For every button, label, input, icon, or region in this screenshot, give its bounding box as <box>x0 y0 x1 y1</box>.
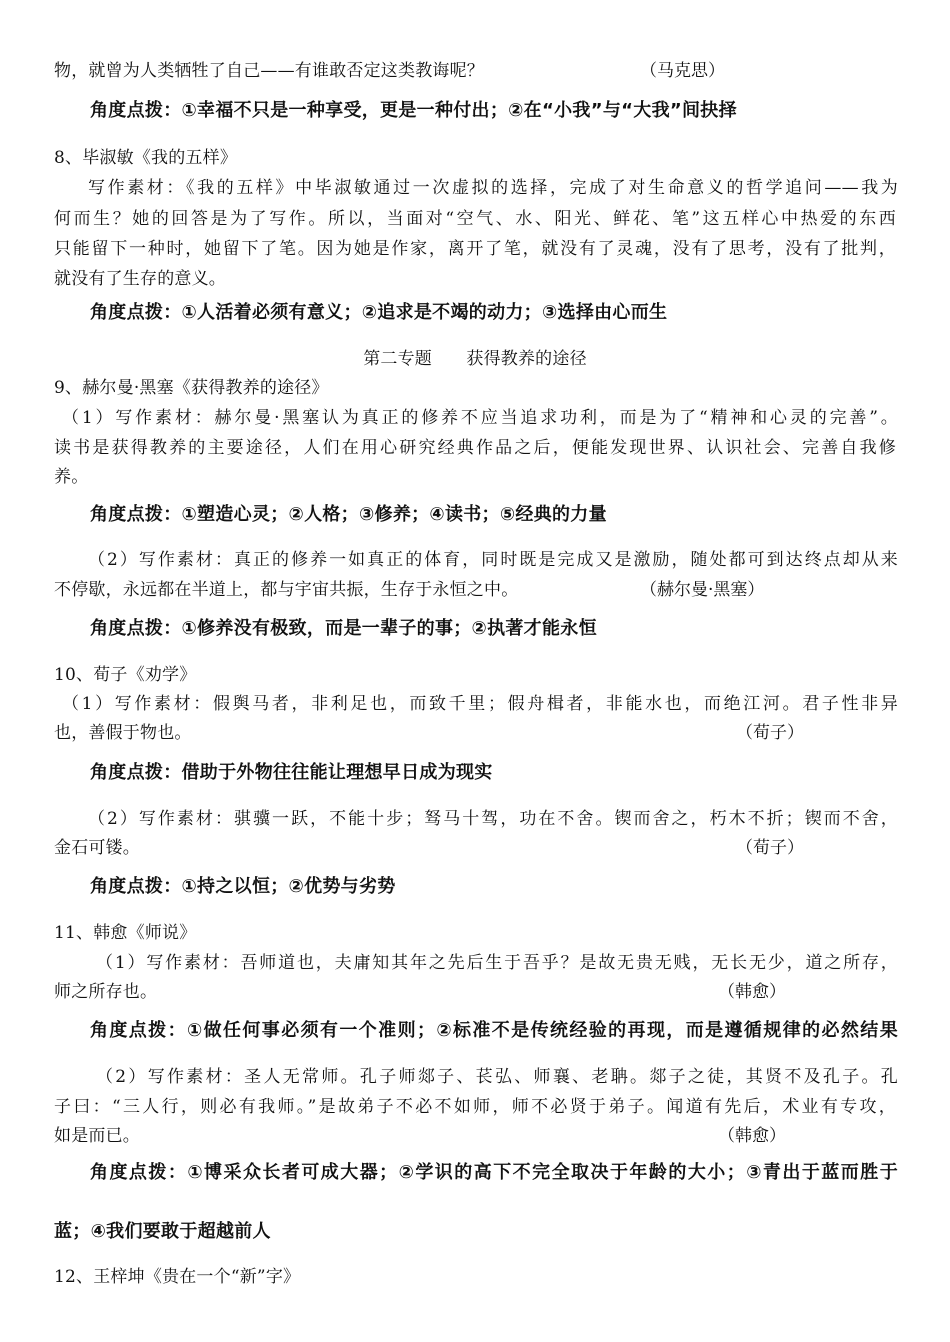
angle-hint: 角度点拨：①塑造心灵；②人格；③修养；④读书；⑤经典的力量 <box>90 504 607 525</box>
source-attribution: （赫尔曼·黑塞） <box>640 580 765 600</box>
body-text-line: 读书是获得教养的主要途径，人们在用心研究经典作品之后，便能发现世界、认识社会、完善自我修 <box>54 438 896 458</box>
body-text-line: （2）写作素材：圣人无常师。孔子师郯子、苌弘、师襄、老聃。郯子之徒，其贤不及孔子。孔 <box>96 1067 898 1087</box>
body-text-line: （1）写作素材：吾师道也，夫庸知其年之先后生于吾乎？是故无贵无贱，无长无少，道之所存， <box>96 953 898 973</box>
item-heading: 12、王梓坤《贵在一个“新”字》 <box>54 1267 301 1287</box>
body-text-line: 何而生？她的回答是为了写作。所以，当面对“空气、水、阳光、鲜花、笔”这五样心中热爱的东西 <box>54 209 896 229</box>
body-text-line: 师之所存也。 <box>54 982 158 1002</box>
source-attribution: （韩愈） <box>718 982 786 1002</box>
item-heading: 11、韩愈《师说》 <box>54 923 197 943</box>
body-text-line: 子曰：“三人行，则必有我师。”是故弟子不必不如师，师不必贤于弟子。闻道有先后，术业有专攻， <box>54 1097 896 1117</box>
angle-hint: 角度点拨：①人活着必须有意义；②追求是不竭的动力；③选择由心而生 <box>90 302 668 323</box>
body-text-line: 也，善假于物也。 <box>54 723 192 743</box>
source-attribution: （荀子） <box>736 838 804 858</box>
item-heading: 8、毕淑敏《我的五样》 <box>54 148 238 168</box>
body-text-line: （2）写作素材：骐骥一跃，不能十步；驽马十驾，功在不舍。锲而舍之，朽木不折；锲而不舍， <box>88 809 898 829</box>
body-text-line: 不停歇，永远都在半道上，都与宇宙共振，生存于永恒之中。 <box>54 580 519 600</box>
angle-hint: 角度点拨：①做任何事必须有一个准则；②标准不是传统经验的再现，而是遵循规律的必然结果 <box>90 1020 898 1041</box>
body-text-line: （1）写作素材：赫尔曼·黑塞认为真正的修养不应当追求功利，而是为了“精神和心灵的完善”。 <box>62 408 898 428</box>
body-text-line: 如是而已。 <box>54 1126 140 1146</box>
body-text-line: （2）写作素材：真正的修养一如真正的体育，同时既是完成又是激励，随处都可到达终点却从来 <box>88 550 898 570</box>
body-text-line: 就没有了生存的意义。 <box>54 269 226 289</box>
angle-hint: 角度点拨：①幸福不只是一种享受，更是一种付出；②在“小我”与“大我”间抉择 <box>90 100 737 121</box>
source-attribution: （韩愈） <box>718 1126 786 1146</box>
body-text-line: 写作素材：《我的五样》中毕淑敏通过一次虚拟的选择，完成了对生命意义的哲学追问——我为 <box>88 178 898 198</box>
body-text-line: 只能留下一种时，她留下了笔。因为她是作家，离开了笔，就没有了灵魂，没有了思考，没有了批判， <box>54 239 896 259</box>
angle-hint: 角度点拨：①修养没有极致，而是一辈子的事；②执著才能永恒 <box>90 618 597 639</box>
angle-hint: 角度点拨：①博采众长者可成大器；②学识的高下不完全取决于年龄的大小；③青出于蓝而胜于 <box>90 1162 898 1183</box>
section-title: 第二专题 获得教养的途径 <box>363 349 587 369</box>
item-heading: 10、荀子《劝学》 <box>54 665 197 685</box>
angle-hint: 角度点拨：借助于外物往往能让理想早日成为现实 <box>90 762 493 783</box>
body-text-line: 养。 <box>54 467 89 487</box>
item-heading: 9、赫尔曼·黑塞《获得教养的途径》 <box>54 378 329 398</box>
source-attribution: （马克思） <box>640 61 725 81</box>
angle-hint: 角度点拨：①持之以恒；②优势与劣势 <box>90 876 396 897</box>
angle-hint-continued: 蓝；④我们要敢于超越前人 <box>54 1221 271 1242</box>
body-text-line: 金石可镂。 <box>54 838 140 858</box>
source-attribution: （荀子） <box>736 723 804 743</box>
body-text-line: 物，就曾为人类牺牲了自己——有谁敢否定这类教诲呢？ <box>54 61 484 81</box>
body-text-line: （1）写作素材：假舆马者，非利足也，而致千里；假舟楫者，非能水也，而绝江河。君子性非异 <box>62 694 898 714</box>
